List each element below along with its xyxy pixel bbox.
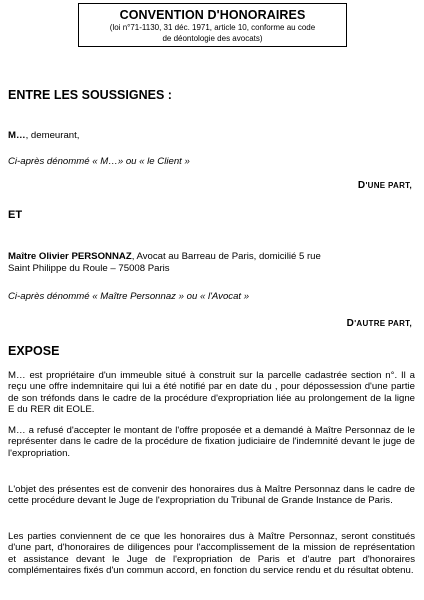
- party1-line: [8, 130, 79, 141]
- document-title: CONVENTION D'HONORAIRES: [119, 8, 306, 22]
- party1-name: M…: [8, 130, 26, 141]
- party1-side-cap: D: [357, 180, 366, 191]
- party2-designation: Ci-après dénommé « Maître Personnaz » ou « l'Avocat »: [8, 291, 250, 302]
- party2-name: Maître Olivier PERSONNAZ: [8, 251, 132, 262]
- party2-line2: Saint Philippe du Roule – 75008 Paris: [8, 263, 170, 274]
- party2-line1-rest: , Avocat au Barreau de Paris, domicilié 5 rue: [131, 251, 321, 262]
- title-box: [78, 3, 347, 47]
- et-separator: ET: [8, 209, 23, 221]
- party2-side-cap: D: [346, 318, 355, 329]
- party1-designation: Ci-après dénommé « M…» ou « le Client »: [8, 156, 190, 167]
- expose-paragraph-2: M… a refusé d'accepter le montant de l'offre proposée et a demandé à Maître Personnaz de le représenter dans le cadre de la procédure de fixation judiciaire de l'indemnité devant le juge de l'expropriation.: [8, 425, 415, 459]
- parties-heading: ENTRE LES SOUSSIGNES :: [8, 88, 172, 102]
- party2-line1: [8, 251, 321, 262]
- document-subtitle-line2: de déontologie des avocats): [162, 33, 263, 43]
- party1-rest: , demeurant,: [25, 130, 80, 141]
- expose-paragraph-1: M… est propriétaire d'un immeuble situé à construit sur la parcelle cadastrée section n°. Il a reçu une offre indemnitaire qui lui a été notifié par en date du , pour dépossession d'une partie de son tréfonds dans le cadre de la procédure d'expropriation liée au prolongement de la ligne E du RER dit EOLE.: [8, 370, 415, 415]
- expose-heading: EXPOSE: [8, 344, 60, 358]
- party1-side-label: [358, 180, 412, 191]
- party1-side-rest: 'UNE PART,: [365, 181, 412, 190]
- expose-paragraph-4: Les parties conviennent de ce que les honoraires dus à Maître Personnaz, seront constitués d'une part, d'honoraires de diligences pour l'accomplissement de la mission de représentation et assistance devant le Juge de l'expropriation de Paris et d'autre part d'honoraires complémentaires fixés d'un commun accord, en fonction du service rendu et du résultat obtenu.: [8, 531, 415, 576]
- expose-paragraph-3: L'objet des présentes est de convenir des honoraires dus à Maître Personnaz dans le cadre de cette procédure devant le Juge de l'expropriation du Tribunal de Grande Instance de Paris.: [8, 484, 415, 507]
- party2-side-label: [347, 318, 412, 329]
- document-subtitle-line1: (loi n°71-1130, 31 déc. 1971, article 10, conforme au code: [109, 23, 316, 32]
- party2-side-rest: 'AUTRE PART,: [354, 319, 412, 328]
